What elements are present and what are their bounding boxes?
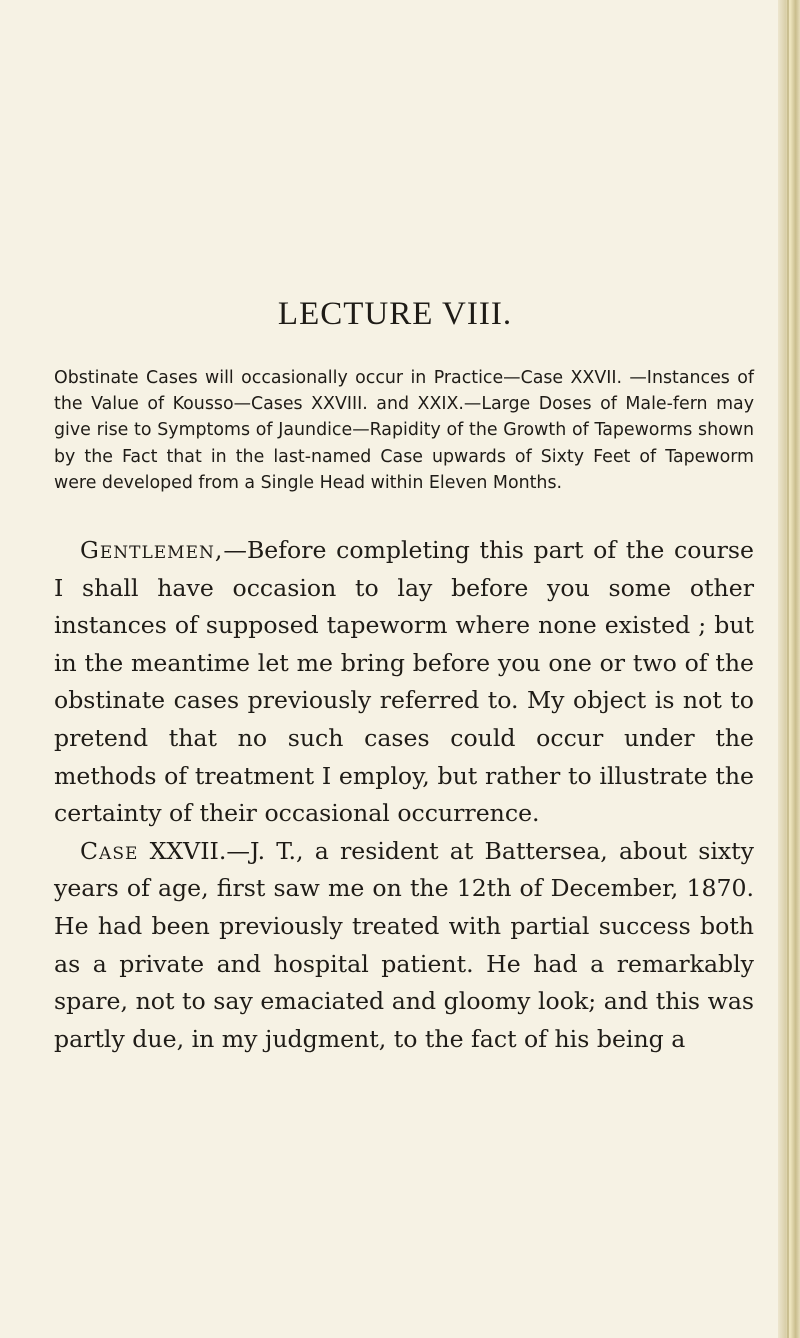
paragraph-1 bbox=[54, 532, 754, 833]
paragraph-2 bbox=[54, 833, 754, 1059]
body-text bbox=[54, 532, 754, 1058]
paragraph-1-text: —Before completing this part of the course I shall have occasion to lay before you some other instances of supposed tapeworm where none existed ; but in the meantime let me bring before you one or two of the obstinate cases previously referred to. My object is not to pretend that no such cases could occur under the methods of treatment I employ, but rather to illustrate the certainty of their occasional occurrence. bbox=[54, 536, 754, 828]
case-label: Case bbox=[80, 836, 139, 865]
page-edge bbox=[778, 0, 800, 1338]
page-edge-shadow bbox=[787, 0, 789, 1338]
paragraph-2-text: XXVII.—J. T., a resident at Battersea, about sixty years of age, first saw me on the 12th of December, 1870. He had been previously treated with partial success both as a private and hospital patient. He had a remarkably spare, not to say emaciated and gloomy look; and this was partly due, in my judgment, to the fact of his being a bbox=[54, 836, 754, 1053]
lecture-title: LECTURE VIII. bbox=[277, 296, 513, 332]
lecture-summary: Obstinate Cases will occasionally occur in Practice—Case XXVII. —Instances of the Value of Kousso—Cases XXVIII. and XXIX.—Large Doses of Male-fern may give rise to Symptoms of Jaundice—Rapidity of the Growth of Tapeworms shown by the Fact that in the last-named Case upwards of Sixty Feet of Tapeworm were developed from a Single Head within Eleven Months. bbox=[54, 368, 754, 493]
salutation: Gentlemen, bbox=[80, 536, 224, 564]
